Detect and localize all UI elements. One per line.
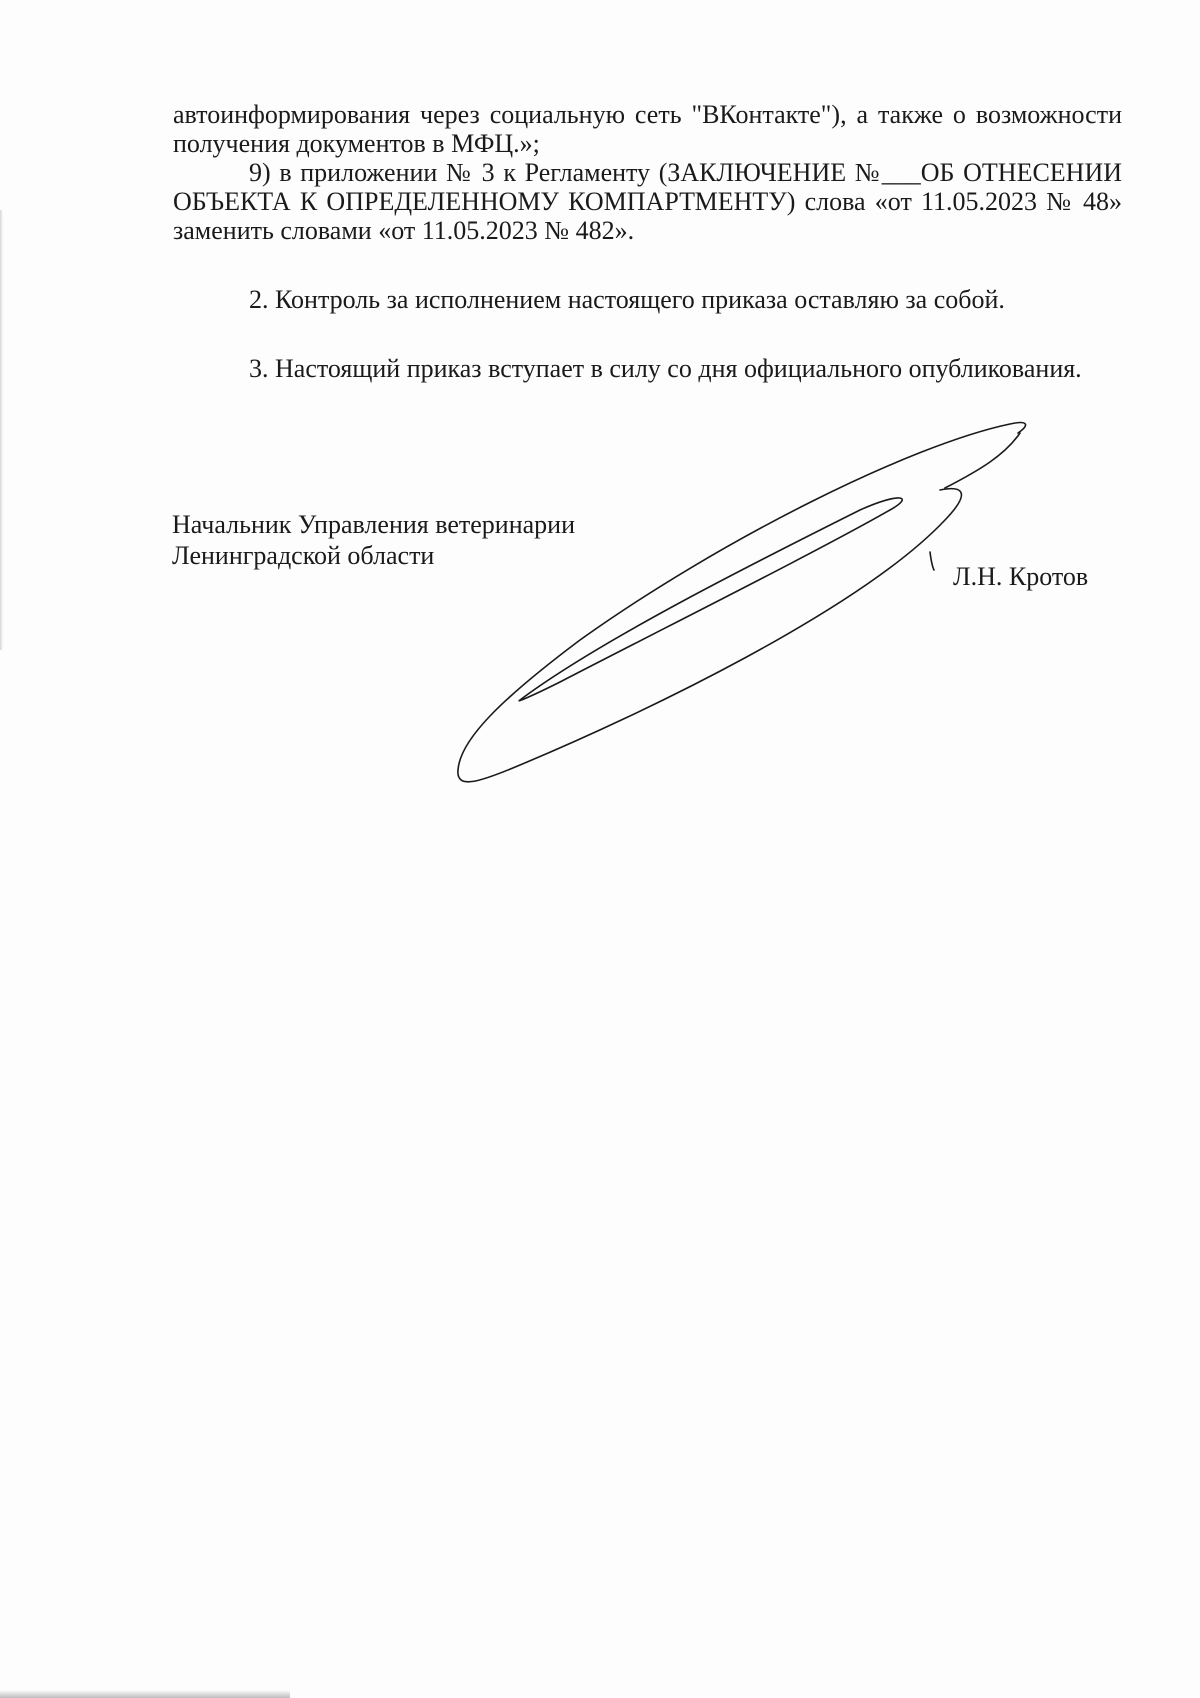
paragraph-clause-3: 3. Настоящий приказ вступает в силу со дня официального опубликования. xyxy=(249,354,1082,383)
signatory-position-line-2: Ленинградской области xyxy=(172,541,435,570)
scan-edge-shadow-bottom xyxy=(0,1690,290,1698)
document-body xyxy=(173,100,1122,383)
scan-edge-shadow xyxy=(0,210,3,650)
signatory-name: Л.Н. Кротов xyxy=(953,562,1089,591)
paragraph-clause-2: 2. Контроль за исполнением настоящего приказа оставляю за собой. xyxy=(249,285,1005,314)
paragraph-item-9: 9) в приложении № 3 к Регламенту (ЗАКЛЮЧЕНИЕ №___ОБ ОТНЕСЕНИИ ОБЪЕКТА К ОПРЕДЕЛЕННОМУ КОМПАРТМЕНТУ) слова «от 11.05.2023 № 48» заменить словами «от 11.05.2023 № 482». xyxy=(173,158,1122,245)
signatory-position-line-1: Начальник Управления ветеринарии xyxy=(172,510,575,539)
signatory-position xyxy=(172,509,575,571)
paragraph-continuation: автоинформирования через социальную сеть "ВКонтакте"), а также о возможности получения документов в МФЦ.»; xyxy=(173,100,1122,158)
